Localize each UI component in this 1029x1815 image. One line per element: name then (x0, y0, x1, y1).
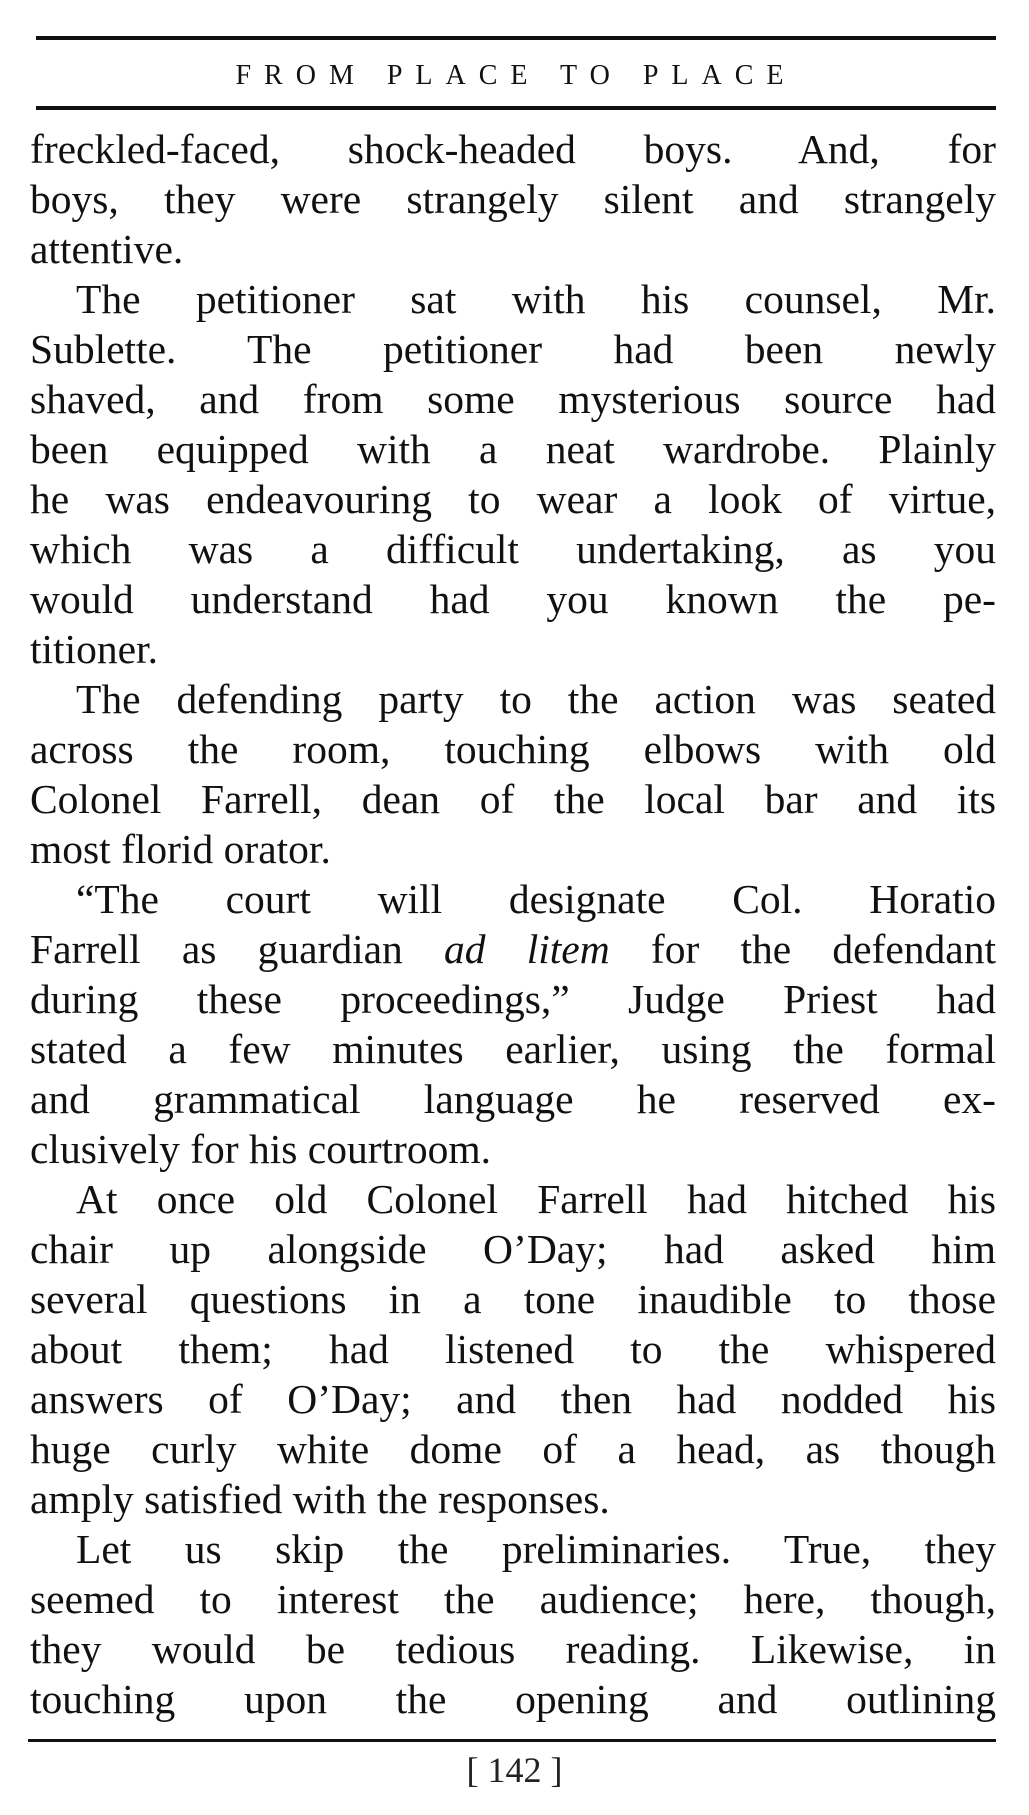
header-rule-top (36, 36, 996, 40)
text-line: touching upon the opening and outlining (30, 1676, 996, 1722)
text-line: during these proceedings,” Judge Priest had (30, 976, 996, 1022)
text-line: titioner. (30, 626, 158, 672)
text-line: The defending party to the action was seated (76, 676, 996, 722)
footer-rule (28, 1739, 996, 1742)
text-line: answers of O’Day; and then had nodded his (30, 1376, 996, 1422)
text-line: seemed to interest the audience; here, though, (30, 1576, 996, 1622)
text-line: The petitioner sat with his counsel, Mr. (76, 276, 996, 322)
page-number: [ 142 ] (466, 1750, 563, 1790)
body-text (30, 124, 996, 1724)
text-line (30, 924, 996, 974)
text-line: been equipped with a neat wardrobe. Plainly (30, 426, 996, 472)
text-line: huge curly white dome of a head, as though (30, 1426, 996, 1472)
text-line: he was endeavouring to wear a look of virtue, (30, 476, 996, 522)
text-line: several questions in a tone inaudible to those (30, 1276, 996, 1322)
text-segment: for the defendant (609, 926, 996, 972)
text-line: “The court will designate Col. Horatio (76, 876, 996, 922)
text-line: Let us skip the preliminaries. True, they (76, 1526, 996, 1572)
text-segment: Farrell as guardian (30, 926, 444, 972)
text-line: shaved, and from some mysterious source had (30, 376, 996, 422)
text-line: clusively for his courtroom. (30, 1126, 492, 1172)
italic-phrase: ad litem (444, 926, 610, 972)
text-line: At once old Colonel Farrell had hitched his (76, 1176, 996, 1222)
text-line: and grammatical language he reserved ex- (30, 1076, 996, 1122)
text-line: which was a difficult undertaking, as you (30, 526, 996, 572)
text-line: Colonel Farrell, dean of the local bar and its (30, 776, 996, 822)
text-line: about them; had listened to the whispered (30, 1326, 996, 1372)
text-line: they would be tedious reading. Likewise, in (30, 1626, 996, 1672)
text-line: Sublette. The petitioner had been newly (30, 326, 996, 372)
text-line: freckled-faced, shock-headed boys. And, for (30, 126, 996, 172)
text-line: amply satisfied with the responses. (30, 1476, 610, 1522)
text-line: chair up alongside O’Day; had asked him (30, 1226, 996, 1272)
header-rule-bottom (36, 106, 996, 110)
running-head: FROM PLACE TO PLACE (235, 60, 797, 91)
text-line: boys, they were strangely silent and strangely (30, 176, 996, 222)
text-line: most florid orator. (30, 826, 331, 872)
text-line: attentive. (30, 226, 184, 272)
text-line: would understand had you known the pe- (30, 576, 996, 622)
text-line: across the room, touching elbows with old (30, 726, 996, 772)
text-line: stated a few minutes earlier, using the formal (30, 1026, 996, 1072)
